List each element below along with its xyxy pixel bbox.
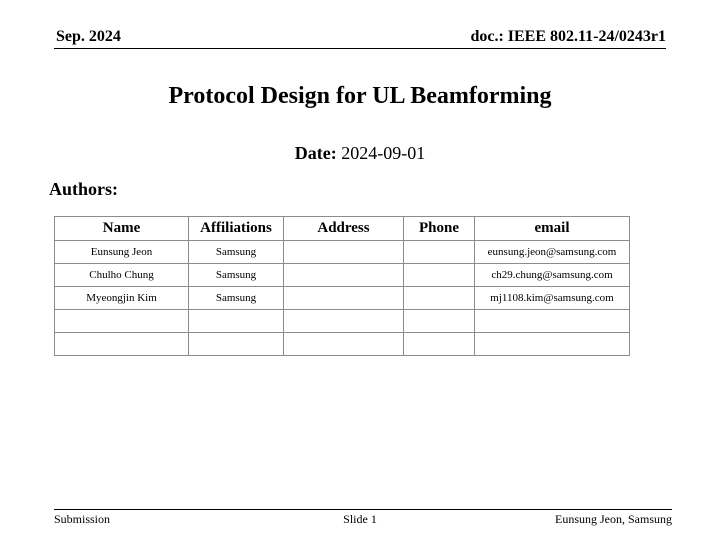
table-row: [55, 310, 630, 333]
cell-address: [284, 310, 404, 333]
cell-phone: [404, 264, 475, 287]
cell-affiliation: Samsung: [189, 241, 284, 264]
cell-email: eunsung.jeon@samsung.com: [475, 241, 630, 264]
footer-author: Eunsung Jeon, Samsung: [555, 512, 672, 526]
date-label: Date:: [294, 143, 337, 163]
date-line: [0, 143, 720, 164]
cell-email: mj1108.kim@samsung.com: [475, 287, 630, 310]
cell-affiliation: [189, 310, 284, 333]
cell-email: [475, 310, 630, 333]
cell-phone: [404, 287, 475, 310]
cell-address: [284, 264, 404, 287]
cell-affiliation: Samsung: [189, 264, 284, 287]
cell-phone: [404, 241, 475, 264]
cell-address: [284, 287, 404, 310]
column-header-name: Name: [55, 217, 189, 241]
table-row: [55, 287, 630, 310]
footer-slide-number: Slide 1: [343, 512, 377, 526]
cell-name: Eunsung Jeon: [55, 241, 189, 264]
cell-phone: [404, 310, 475, 333]
cell-email: [475, 333, 630, 356]
cell-name: Chulho Chung: [55, 264, 189, 287]
cell-email: ch29.chung@samsung.com: [475, 264, 630, 287]
cell-address: [284, 241, 404, 264]
authors-heading: Authors:: [49, 179, 119, 199]
cell-affiliation: [189, 333, 284, 356]
date-value: 2024-09-01: [341, 143, 426, 163]
column-header-phone: Phone: [404, 217, 475, 241]
header-date: Sep. 2024: [56, 28, 121, 45]
cell-name: [55, 310, 189, 333]
cell-name: Myeongjin Kim: [55, 287, 189, 310]
cell-phone: [404, 333, 475, 356]
footer-divider: [54, 509, 672, 510]
cell-affiliation: Samsung: [189, 287, 284, 310]
cell-address: [284, 333, 404, 356]
column-header-affiliations: Affiliations: [189, 217, 284, 241]
table-row: [55, 264, 630, 287]
table-header-row: [55, 217, 630, 241]
footer-submission: Submission: [54, 512, 111, 526]
column-header-email: email: [475, 217, 630, 241]
header-divider: [54, 48, 666, 49]
table-row: [55, 241, 630, 264]
header-doc-id: doc.: IEEE 802.11-24/0243r1: [470, 28, 666, 45]
table-row: [55, 333, 630, 356]
column-header-address: Address: [284, 217, 404, 241]
cell-name: [55, 333, 189, 356]
slide-title: Protocol Design for UL Beamforming: [168, 83, 552, 109]
authors-table: [54, 216, 630, 356]
